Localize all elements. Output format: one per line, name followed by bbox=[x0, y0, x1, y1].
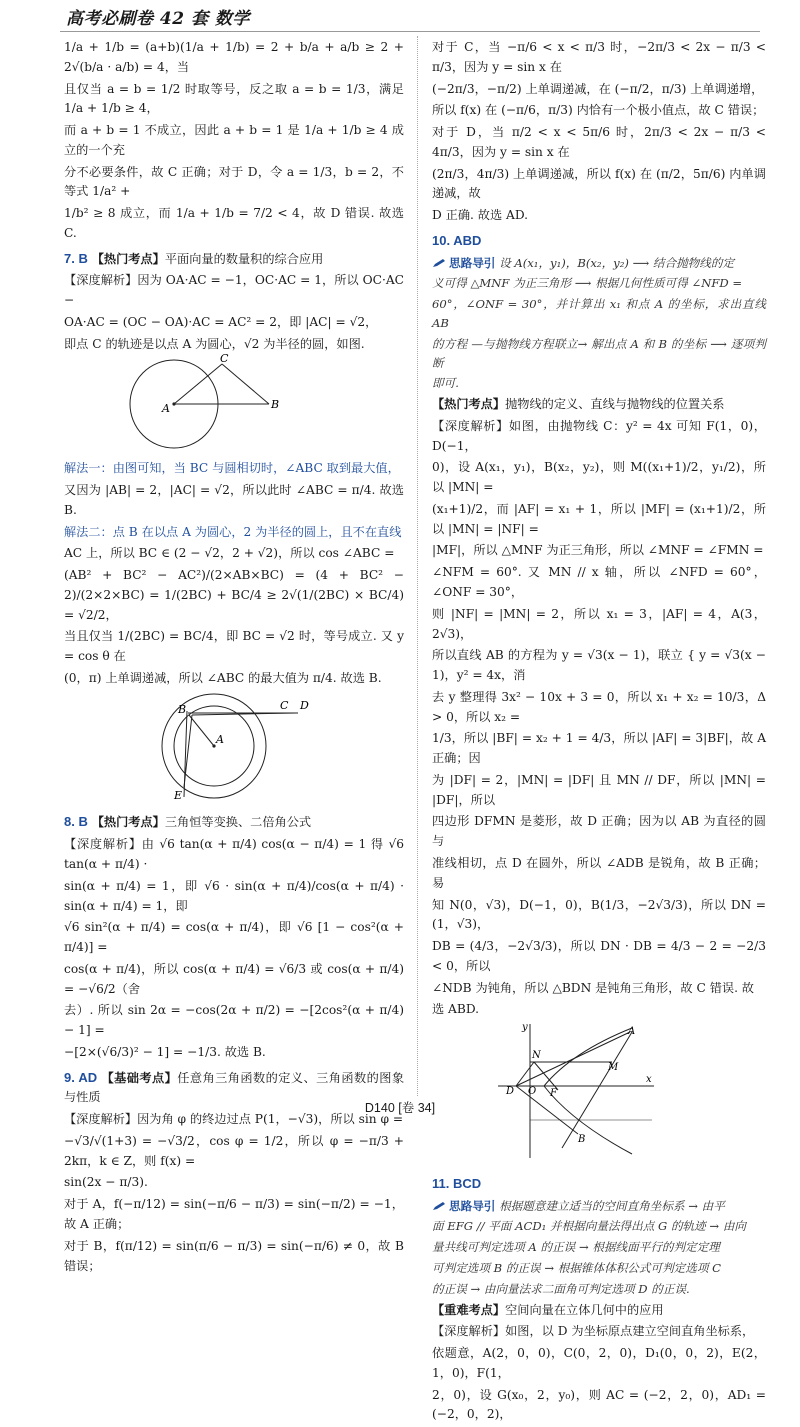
page-footer: D140 [卷 34] bbox=[364, 1101, 436, 1115]
text-line: (0，π) 上单调递减，所以 ∠ABC 的最大值为 π/4. 故选 B. bbox=[64, 670, 382, 685]
fig3-label-o: O bbox=[528, 1086, 537, 1098]
text-line: −[2×(√6/3)² − 1] = −1/3. 故选 B. bbox=[64, 1044, 266, 1059]
text-line: 所以 f(x) 在 (−π/6，π/3) 内恰有一个极小值点，故 C 错误； bbox=[432, 103, 765, 118]
text-line: 对于 D，当 π/2 < x < 5π/6 时，2π/3 < 2x − π/3 < 4π/3，因为 y = sin x 在 bbox=[432, 125, 766, 159]
question-11 bbox=[432, 1173, 766, 1425]
text-line: 选 ABD. bbox=[432, 1002, 480, 1017]
question-8 bbox=[64, 811, 404, 1062]
q9-number: 9. AD bbox=[64, 1069, 98, 1085]
text-line: 【深度解析】因为角 φ 的终边过点 P(1，−√3)，所以 sin φ = bbox=[64, 1112, 404, 1127]
guide-line: 设 A(x₁，y₁)，B(x₂，y₂) ⟶ 结合抛物线的定 bbox=[499, 255, 735, 270]
fig1-label-a: A bbox=[162, 402, 170, 416]
method-2-line: 解法二：点 B 在以点 A 为圆心，2 为半径的圆上，且不在直线 bbox=[64, 524, 402, 539]
text-line: cos(α + π/4)，所以 cos(α + π/4) = √6/3 或 cos(α + π/4) = −√6/2（舍 bbox=[64, 961, 404, 996]
text-line bbox=[64, 459, 404, 479]
q11-topic-line bbox=[432, 1301, 766, 1321]
fig1-label-b: B bbox=[271, 398, 280, 412]
text-line: ∠NFM = 60°. 又 MN // x 轴，所以 ∠NFD = 60°，∠ONF = 30°， bbox=[432, 565, 766, 600]
fig2-label-b: B bbox=[178, 702, 187, 716]
q10-guide bbox=[432, 254, 766, 393]
guide-line: 可判定选项 B 的正误 → 根据锥体体积公式可判定选项 C bbox=[432, 1260, 722, 1275]
text-line: 依题意，A(2，0，0)，C(0，2，0)，D₁(0，0，2)，E(2，1，0)，F(1， bbox=[432, 1346, 766, 1380]
text-line: 1/a + 1/b = (a+b)(1/a + 1/b) = 2 + b/a + a/b ≥ 2 + 2√(b/a · a/b) = 4，当 bbox=[64, 40, 404, 74]
q11-number: 11. BCD bbox=[432, 1175, 482, 1191]
guide-line: 的方程 —与抛物线方程联立→ 解出点 A 和 B 的坐标 ⟶ 逐项判断 bbox=[432, 336, 766, 370]
fig2-label-c: C bbox=[280, 698, 289, 712]
text-line: |MF|，所以 △MNF 为正三角形，所以 ∠MNF = ∠FMN = bbox=[432, 543, 764, 558]
fig3-label-x: x bbox=[646, 1074, 652, 1086]
guide-line: 根据题意建立适当的空间直角坐标系 → 由平 bbox=[499, 1198, 725, 1213]
text-line: sin(α + π/4) = 1，即 √6 · sin(α + π/4)/cos(α + π/4) · sin(α + π/4) = 1，即 bbox=[64, 878, 404, 913]
text-line: 分不必要条件，故 C 正确；对于 D，令 a = 1/3，b = 2，不等式 1/a² + bbox=[64, 164, 404, 199]
text-line: 对于 C，当 −π/6 < x < π/3 时，−2π/3 < 2x − π/3 < π/3，因为 y = sin x 在 bbox=[432, 40, 766, 74]
question-10 bbox=[432, 230, 766, 1169]
text-line: 四边形 DFMN 是菱形，故 D 正确；因为以 AB 为直径的圆与 bbox=[432, 814, 766, 849]
text-line: 对于 A，f(−π/12) = sin(−π/6 − π/3) = sin(−π/2) = −1，故 A 正确； bbox=[64, 1197, 404, 1231]
fig3-label-b: B bbox=[578, 1134, 586, 1146]
text-line: 1/b² ≥ 8 成立，而 1/a + 1/b = 7/2 < 4，故 D 错误. 故选 C. bbox=[64, 206, 404, 240]
text-line: OA·AC = (OC − OA)·AC = AC² = 2，即 |AC| = √2， bbox=[64, 314, 378, 329]
q10-heading bbox=[432, 230, 766, 252]
text-line: 【深度解析】如图，由抛物线 C：y² = 4x 可知 F(1，0)，D(−1， bbox=[432, 418, 766, 453]
column-divider bbox=[417, 36, 418, 1096]
text-line: 【深度解析】由 √6 tan(α + π/4) cos(α − π/4) = 1 得 √6 tan(α + π/4) · bbox=[64, 837, 404, 871]
guide-line: 义可得 △MNF 为正三角形 ⟶ 根据几何性质可得 ∠NFD = bbox=[432, 276, 743, 291]
text-line: (2π/3，4π/3) 上单调递减，所以 f(x) 在 (π/2，5π/6) 内单调递减，故 bbox=[432, 166, 766, 201]
page-header-title: 高考必刷卷 42 套 数学 bbox=[66, 9, 250, 29]
text-line: 2，0)，设 G(x₀，2，y₀)，则 AC = (−2，2，0)，AD₁ = (−2，0，2)， bbox=[432, 1387, 766, 1422]
text-line: (AB² + BC² − AC²)/(2×AB×BC) = (4 + BC² − 2)/(2×2×BC) = 1/(2BC) + BC/4 ≥ 2√(1/(2BC) × BC/4) = √2/2， bbox=[64, 568, 404, 622]
header-rule bbox=[60, 31, 760, 32]
q8-tag: 【热门考点】 bbox=[91, 815, 165, 830]
guide-line: 面 EFG // 平面 ACD₁ 并根据向量法得出点 G 的轨迹 → 由向 bbox=[432, 1219, 747, 1234]
text-line: 又因为 |AB| = 2，|AC| = √2，所以此时 ∠ABC = π/4. 故选 B. bbox=[64, 483, 404, 517]
text-line: 当且仅当 1/(2BC) = BC/4，即 BC = √2 时，等号成立. 又 y = cos θ 在 bbox=[64, 629, 404, 664]
q9-continuation bbox=[432, 38, 766, 226]
method-1-line: 解法一：由图可知，当 BC 与圆相切时，∠ABC 取到最大值， bbox=[64, 461, 400, 476]
fig2-label-a: A bbox=[216, 732, 224, 746]
text-line: (−2π/3，−π/2) 上单调递减，在 (−π/2，π/3) 上单调递增， bbox=[432, 81, 764, 96]
text-line: AC 上，所以 BC ∈ (2 − √2，2 + √2)，所以 cos ∠ABC = bbox=[64, 546, 395, 561]
text-line: DB = (4/3，−2√3/3)，所以 DN · DB = 4/3 − 2 = −2/3 < 0，所以 bbox=[432, 939, 766, 973]
text-line: 【深度解析】因为 OA·AC = −1，OC·AC = 1，所以 OC·AC − bbox=[64, 273, 404, 308]
text-line: 去 y 整理得 3x² − 10x + 3 = 0，所以 x₁ + x₂ = 10/3，Δ > 0，所以 x₂ = bbox=[432, 689, 766, 724]
guide-first-line bbox=[432, 1197, 766, 1216]
fig3-label-a: A bbox=[628, 1026, 636, 1038]
text-line: 所以直线 AB 的方程为 y = √3(x − 1)，联立 { y = √3(x − 1)，y² = 4x，消 bbox=[432, 648, 766, 683]
text-line: sin(2x − π/3). bbox=[64, 1175, 148, 1190]
q11-guide bbox=[432, 1197, 766, 1299]
q9-topic: 任意角三角函数的定义、三角函数的图象与性质 bbox=[64, 1070, 405, 1105]
guide-first-line bbox=[432, 254, 766, 273]
text-line: 而 a + b = 1 不成立，因此 a + b = 1 是 1/a + 1/b ≥ 4 成立的一个充 bbox=[64, 123, 404, 157]
fig3-label-d: D bbox=[506, 1086, 515, 1098]
right-column bbox=[432, 38, 766, 1427]
q9-tag: 【基础考点】 bbox=[101, 1070, 178, 1085]
q8-number: 8. B bbox=[64, 814, 88, 830]
fig1-label-c: C bbox=[220, 352, 229, 366]
q7-topic: 平面向量的数量积的综合应用 bbox=[164, 251, 324, 266]
text-line: 为 |DF| = 2，|MN| = |DF| 且 MN // DF，所以 |MN| = |DF|，所以 bbox=[432, 772, 766, 807]
fig2-label-d: D bbox=[300, 698, 309, 712]
text-line: ∠NDB 为钝角，所以 △BDN 是钝角三角形，故 C 错误. 故 bbox=[432, 980, 754, 995]
text-line: 【深度解析】如图，以 D 为坐标原点建立空间直角坐标系， bbox=[432, 1324, 755, 1339]
text-line: 准线相切，点 D 在圆外，所以 ∠ADB 是锐角，故 B 正确；易 bbox=[432, 855, 766, 890]
guide-line: 量共线可判定选项 A 的正误 → 根据线面平行的判定定理 bbox=[432, 1240, 720, 1255]
text-line: D 正确. 故选 AD. bbox=[432, 208, 529, 223]
q7-tag: 【热门考点】 bbox=[91, 251, 165, 266]
pencil-icon bbox=[432, 1201, 446, 1211]
text-line: 即点 C 的轨迹是以点 A 为圆心，√2 为半径的圆，如图. bbox=[64, 336, 365, 351]
text-line: 对于 B，f(π/12) = sin(π/6 − π/3) = sin(−π/6) ≠ 0，故 B 错误； bbox=[64, 1238, 404, 1273]
guide-line: 60°，∠ONF = 30°，并计算出 x₁ 和点 A 的坐标，求出直线 AB bbox=[432, 297, 766, 330]
q10-guide-label: 思路导引 bbox=[449, 255, 496, 270]
q11-tag: 【重难考点】 bbox=[432, 1302, 506, 1317]
text-line: 1/3，所以 |BF| = x₂ + 1 = 4/3，所以 |AF| = 3|BF|，故 A 正确；因 bbox=[432, 731, 766, 766]
text-line: √6 sin²(α + π/4) = cos(α + π/4)，即 √6 [1 − cos²(α + π/4)] = bbox=[64, 920, 404, 955]
q6-continuation bbox=[64, 38, 404, 244]
text-line: (x₁+1)/2，而 |AF| = x₁ + 1，所以 |MF| = (x₁+1)/2，所以 |MN| = |NF| = bbox=[432, 501, 766, 536]
text-line: 且仅当 a = b = 1/2 时取等号，反之取 a = b = 1/3，满足 1/a + 1/b ≥ 4， bbox=[64, 81, 404, 116]
fig3-label-m: M bbox=[608, 1062, 619, 1074]
question-7 bbox=[64, 248, 404, 808]
text-line: 0)，设 A(x₁，y₁)，B(x₂，y₂)，则 M((x₁+1)/2，y₁/2)，所以 |MN| = bbox=[432, 460, 766, 495]
q10-topic: 抛物线的定义、直线与抛物线的位置关系 bbox=[505, 397, 725, 412]
q11-topic: 空间向量在立体几何中的应用 bbox=[505, 1302, 664, 1317]
fig3-label-y: y bbox=[522, 1022, 528, 1034]
text-line: −√3/√(1+3) = −√3/2，cos φ = 1/2，所以 φ = −π/3 + 2kπ，k ∈ Z，则 f(x) = bbox=[64, 1133, 404, 1168]
fig3-label-n: N bbox=[532, 1050, 541, 1062]
q8-heading bbox=[64, 811, 404, 833]
q7-figure-2 bbox=[64, 691, 404, 801]
guide-line: 的正误 → 由向量法求二面角可判定选项 D 的正误. bbox=[432, 1281, 690, 1296]
q10-tag: 【热门考点】 bbox=[432, 397, 506, 412]
text-line: 则 |NF| = |MN| = 2，所以 x₁ = 3，|AF| = 4，A(3，2√3)， bbox=[432, 606, 766, 641]
q7-heading bbox=[64, 248, 404, 270]
q11-heading bbox=[432, 1173, 766, 1195]
left-column bbox=[64, 38, 404, 1278]
q10-number: 10. ABD bbox=[432, 232, 482, 248]
text-line: 知 N(0，√3)，D(−1，0)，B(1/3，−2√3/3)，所以 DN = (1，√3)， bbox=[432, 897, 766, 932]
q7-figure-1 bbox=[64, 352, 404, 452]
text-line: 去）. 所以 sin 2α = −cos(2α + π/2) = −[2cos²(α + π/4) − 1] = bbox=[64, 1003, 404, 1038]
q8-topic: 三角恒等变换、二倍角公式 bbox=[164, 815, 312, 830]
pencil-icon bbox=[432, 258, 446, 268]
fig2-label-e: E bbox=[174, 788, 183, 802]
q7-number: 7. B bbox=[64, 250, 88, 266]
guide-line: 即可. bbox=[432, 376, 459, 391]
q10-topic-line bbox=[432, 395, 766, 415]
q10-figure bbox=[432, 1022, 766, 1162]
text-line bbox=[64, 523, 404, 543]
fig3-label-f: F bbox=[550, 1088, 557, 1100]
q11-guide-label: 思路导引 bbox=[449, 1198, 496, 1213]
